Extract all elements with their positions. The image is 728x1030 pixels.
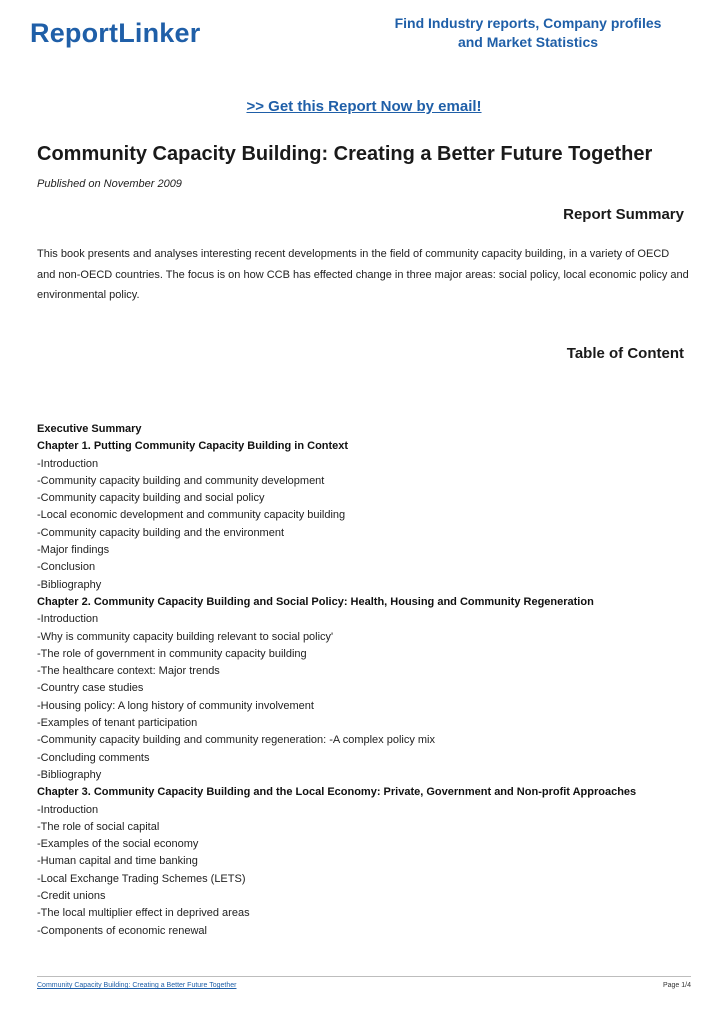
toc-item: -Components of economic renewal (37, 924, 207, 937)
published-date: Published on November 2009 (37, 178, 182, 190)
toc-chapter-heading: Executive Summary (37, 423, 142, 435)
toc-item: -The healthcare context: Major trends (37, 665, 220, 678)
toc-item: -Local economic development and community capacity building (37, 509, 346, 522)
toc-item: -Credit unions (37, 890, 106, 903)
tagline-line-1: Find Industry reports, Company profiles (394, 15, 662, 31)
toc-chapter-heading: Chapter 3. Community Capacity Building and the Local Economy: Private, Government and Non-profit Approaches (37, 786, 637, 799)
reportlinker-logo[interactable]: ReportLinker (30, 18, 201, 48)
report-summary-text: This book presents and analyses interesting recent developments in the field of community capacity building, in a variety of OECD and non-OECD countries. The focus is on how CCB has effected change in three major areas: social policy, local economic policy and environmental policy. (37, 248, 689, 301)
toc-item: -Housing policy: A long history of community involvement (37, 699, 314, 712)
table-of-content-list (37, 421, 697, 940)
toc-item: -Examples of tenant participation (37, 717, 198, 730)
page-number: Page 1/4 (662, 982, 691, 989)
toc-item: -Human capital and time banking (37, 855, 198, 868)
toc-chapter-heading: Chapter 1. Putting Community Capacity Building in Context (37, 440, 349, 453)
footer-report-link[interactable]: Community Capacity Building: Creating a Better Future Together (37, 982, 237, 989)
toc-item: -Community capacity building and social policy (37, 492, 265, 505)
toc-item: -Community capacity building and community regeneration: -A complex policy mix (37, 734, 436, 747)
toc-item: -Why is community capacity building relevant to social policy' (37, 630, 334, 643)
toc-item: -Country case studies (37, 682, 144, 695)
toc-item: -Bibliography (37, 768, 102, 781)
table-of-content-heading: Table of Content (566, 345, 684, 362)
toc-item: -The local multiplier effect in deprived areas (37, 907, 250, 920)
toc-item: -Introduction (37, 457, 99, 470)
toc-chapter-heading: Chapter 2. Community Capacity Building and Social Policy: Health, Housing and Community Regeneration (37, 595, 594, 608)
toc-item: -Concluding comments (37, 751, 150, 764)
toc-item: -Bibliography (37, 578, 102, 591)
toc-item: -Local Exchange Trading Schemes (LETS) (37, 872, 246, 885)
toc-item: -Major findings (37, 544, 110, 557)
tagline-line-2: and Market Statistics (457, 34, 599, 50)
toc-item: -Conclusion (37, 561, 96, 574)
toc-item: -Community capacity building and the environment (37, 526, 285, 539)
toc-item: -The role of government in community capacity building (37, 647, 307, 660)
toc-item: -Introduction (37, 613, 99, 626)
report-title: Community Capacity Building: Creating a Better Future Together (37, 143, 653, 165)
get-report-link[interactable]: >> Get this Report Now by email! (246, 98, 482, 115)
toc-item: -Introduction (37, 803, 99, 816)
footer-divider (37, 976, 691, 977)
report-summary-heading: Report Summary (563, 206, 684, 223)
toc-item: -The role of social capital (37, 820, 160, 833)
toc-item: -Community capacity building and community development (37, 474, 325, 487)
toc-item: -Examples of the social economy (37, 838, 199, 851)
header-tagline (378, 14, 678, 52)
